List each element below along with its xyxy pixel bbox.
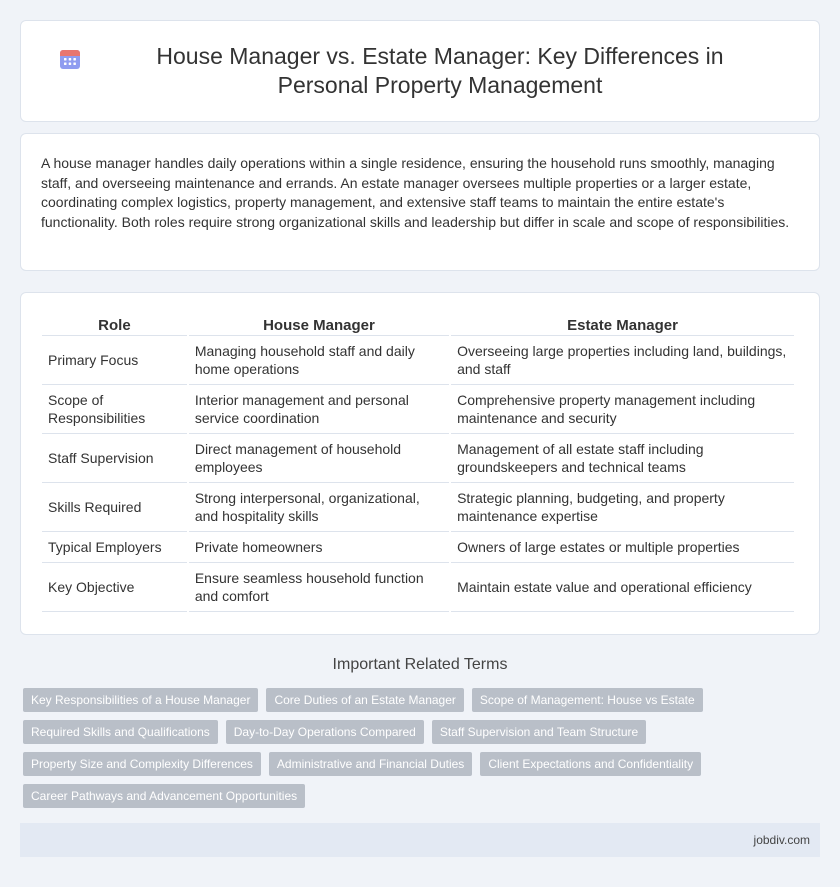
related-term-tag[interactable]: Staff Supervision and Team Structure <box>432 720 646 744</box>
estate-manager-cell: Overseeing large properties including land, buildings, and staff <box>451 336 794 385</box>
table-row <box>42 434 794 483</box>
related-term-tag[interactable]: Administrative and Financial Duties <box>269 752 472 776</box>
table-row <box>42 563 794 612</box>
estate-manager-cell: Strategic planning, budgeting, and property maintenance expertise <box>451 483 794 532</box>
comparison-card <box>20 292 820 635</box>
related-term-tag[interactable]: Client Expectations and Confidentiality <box>480 752 701 776</box>
house-manager-cell: Managing household staff and daily home operations <box>189 336 449 385</box>
estate-manager-cell: Maintain estate value and operational efficiency <box>451 563 794 612</box>
intro-paragraph: A house manager handles daily operations within a single residence, ensuring the household runs smoothly, managing staff, and overseeing maintenance and errands. An estate manager oversees multiple properties or a larger estate, coordinating complex logistics, property management, and extensive staff teams to maintain the entire estate's functionality. Both roles require strong organizational skills and leadership but differ in scale and scope of responsibilities. <box>41 155 790 230</box>
related-term-tag[interactable]: Core Duties of an Estate Manager <box>266 688 463 712</box>
header-role: Role <box>42 314 187 336</box>
row-label: Scope of Responsibilities <box>42 385 187 434</box>
title-card <box>20 20 820 122</box>
header-house-manager: House Manager <box>189 314 449 336</box>
related-term-tag[interactable]: Day-to-Day Operations Compared <box>226 720 424 744</box>
row-label: Typical Employers <box>42 532 187 563</box>
table-row <box>42 483 794 532</box>
table-row <box>42 532 794 563</box>
row-label: Skills Required <box>42 483 187 532</box>
row-label: Staff Supervision <box>42 434 187 483</box>
footer <box>20 823 820 857</box>
house-manager-cell: Interior management and personal service coordination <box>189 385 449 434</box>
related-term-tag[interactable]: Required Skills and Qualifications <box>23 720 218 744</box>
related-term-tag[interactable]: Scope of Management: House vs Estate <box>472 688 703 712</box>
table-row <box>42 336 794 385</box>
table-header-row <box>42 314 794 336</box>
footer-site-link[interactable]: jobdiv.com <box>753 833 810 847</box>
estate-manager-cell: Owners of large estates or multiple properties <box>451 532 794 563</box>
row-label: Primary Focus <box>42 336 187 385</box>
house-manager-cell: Strong interpersonal, organizational, and hospitality skills <box>189 483 449 532</box>
estate-manager-cell: Comprehensive property management including maintenance and security <box>451 385 794 434</box>
related-terms-title: Important Related Terms <box>332 656 508 673</box>
row-label: Key Objective <box>42 563 187 612</box>
estate-manager-cell: Management of all estate staff including groundskeepers and technical teams <box>451 434 794 483</box>
house-manager-cell: Direct management of household employees <box>189 434 449 483</box>
house-manager-cell: Ensure seamless household function and comfort <box>189 563 449 612</box>
header-estate-manager: Estate Manager <box>451 314 794 336</box>
related-term-tag[interactable]: Property Size and Complexity Differences <box>23 752 261 776</box>
comparison-table <box>40 314 796 612</box>
page-title: House Manager vs. Estate Manager: Key Differences in Personal Property Management <box>156 43 724 98</box>
intro-card <box>20 133 820 271</box>
table-row <box>42 385 794 434</box>
related-terms-list <box>23 688 803 808</box>
house-manager-cell: Private homeowners <box>189 532 449 563</box>
related-term-tag[interactable]: Career Pathways and Advancement Opportunities <box>23 784 305 808</box>
related-term-tag[interactable]: Key Responsibilities of a House Manager <box>23 688 258 712</box>
